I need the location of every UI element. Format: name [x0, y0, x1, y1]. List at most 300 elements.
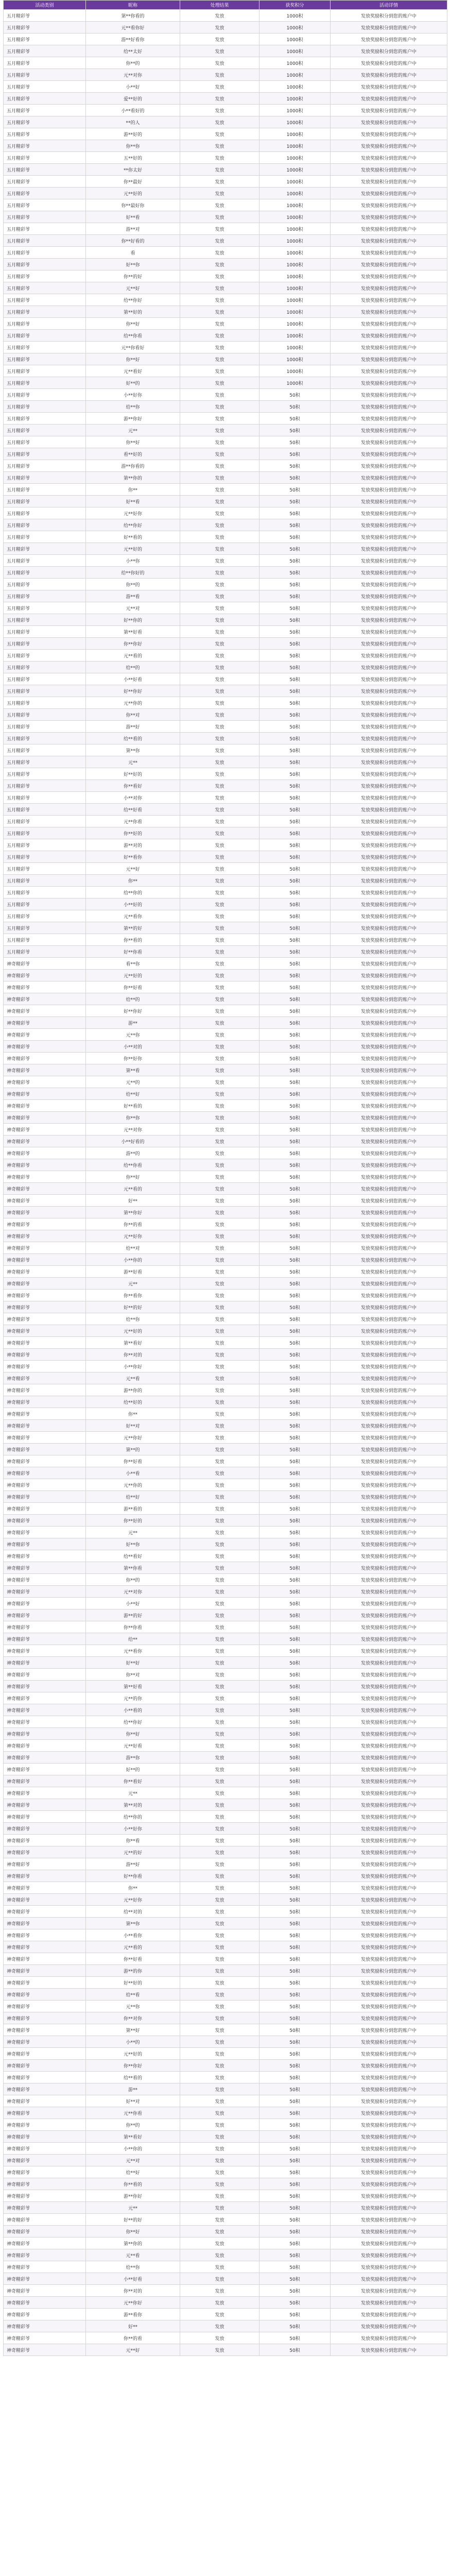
row-category: 神奇精彩爷 — [4, 1609, 86, 1621]
header-points: 获奖积分 — [259, 1, 331, 10]
row-nickname: 给**看 — [86, 1989, 180, 2001]
row-points: 50积 — [259, 2060, 331, 2072]
row-result: 发放 — [180, 1017, 259, 1029]
row-detail: 发放奖励积分到您的账户中 — [331, 899, 447, 910]
row-points: 50积 — [259, 602, 331, 614]
table-row — [4, 2273, 447, 2285]
row-points: 50积 — [259, 1053, 331, 1064]
row-category: 神奇精彩爷 — [4, 1586, 86, 1598]
row-result: 发放 — [180, 105, 259, 116]
row-result: 发放 — [180, 164, 259, 176]
row-points: 50积 — [259, 484, 331, 496]
row-points: 1000积 — [259, 306, 331, 318]
table-row — [4, 1846, 447, 1858]
row-points: 50积 — [259, 1159, 331, 1171]
row-category: 神奇精彩爷 — [4, 2095, 86, 2107]
row-nickname: 你**好的 — [86, 827, 180, 839]
table-row — [4, 128, 447, 140]
row-result: 发放 — [180, 1870, 259, 1882]
row-nickname: 游**的你 — [86, 1965, 180, 1977]
row-result: 发放 — [180, 45, 259, 57]
row-result: 发放 — [180, 330, 259, 342]
row-points: 50积 — [259, 1740, 331, 1752]
row-detail: 发放奖励积分到您的账户中 — [331, 1953, 447, 1965]
table-row — [4, 2178, 447, 2190]
row-points: 50积 — [259, 1432, 331, 1444]
row-nickname: 元**好的 — [86, 2048, 180, 2060]
row-detail: 发放奖励积分到您的账户中 — [331, 2214, 447, 2226]
table-row — [4, 1207, 447, 1218]
row-nickname: 游**看 — [86, 590, 180, 602]
row-nickname: 元**你好 — [86, 2297, 180, 2309]
row-detail: 发放奖励积分到您的账户中 — [331, 1775, 447, 1787]
table-row — [4, 1799, 447, 1811]
table-row — [4, 685, 447, 697]
row-detail: 发放奖励积分到您的账户中 — [331, 484, 447, 496]
row-category: 五月精彩爷 — [4, 294, 86, 306]
header-category: 活动类别 — [4, 1, 86, 10]
row-detail: 发放奖励积分到您的账户中 — [331, 152, 447, 164]
row-points: 50积 — [259, 567, 331, 579]
row-nickname: 看**好的 — [86, 448, 180, 460]
row-category: 五月精彩爷 — [4, 507, 86, 519]
row-points: 1000积 — [259, 259, 331, 270]
row-detail: 发放奖励积分到您的账户中 — [331, 638, 447, 650]
row-points: 50积 — [259, 1230, 331, 1242]
row-category: 五月精彩爷 — [4, 176, 86, 188]
row-category: 神奇精彩爷 — [4, 2285, 86, 2297]
row-category: 神奇精彩爷 — [4, 1088, 86, 1100]
table-row — [4, 626, 447, 638]
row-result: 发放 — [180, 685, 259, 697]
table-row — [4, 1349, 447, 1361]
row-detail: 发放奖励积分到您的账户中 — [331, 2190, 447, 2202]
row-nickname: 你**最好你 — [86, 199, 180, 211]
row-result: 发放 — [180, 638, 259, 650]
row-points: 50积 — [259, 425, 331, 436]
row-category: 神奇精彩爷 — [4, 2012, 86, 2024]
row-nickname: 你**好 — [86, 436, 180, 448]
row-points: 50积 — [259, 590, 331, 602]
row-nickname: 你**对的 — [86, 1349, 180, 1361]
row-result: 发放 — [180, 1598, 259, 1609]
row-nickname: 你**你 — [86, 1112, 180, 1124]
row-points: 50积 — [259, 1621, 331, 1633]
row-nickname: 元**好你 — [86, 1894, 180, 1906]
row-result: 发放 — [180, 211, 259, 223]
row-category: 神奇精彩爷 — [4, 1692, 86, 1704]
row-result: 发放 — [180, 448, 259, 460]
table-row — [4, 270, 447, 282]
row-nickname: 第**你好 — [86, 1207, 180, 1218]
table-row — [4, 709, 447, 721]
row-nickname: 小**好 — [86, 81, 180, 93]
row-points: 50积 — [259, 1882, 331, 1894]
row-category: 五月精彩爷 — [4, 662, 86, 673]
row-points: 50积 — [259, 685, 331, 697]
row-category: 五月精彩爷 — [4, 673, 86, 685]
row-result: 发放 — [180, 1301, 259, 1313]
table-row — [4, 2332, 447, 2344]
row-result: 发放 — [180, 792, 259, 804]
row-result: 发放 — [180, 768, 259, 780]
row-detail: 发放奖励积分到您的账户中 — [331, 270, 447, 282]
row-category: 五月精彩爷 — [4, 887, 86, 899]
row-detail: 发放奖励积分到您的账户中 — [331, 1515, 447, 1527]
row-nickname: 小**你的 — [86, 2143, 180, 2155]
row-points: 1000积 — [259, 164, 331, 176]
row-detail: 发放奖励积分到您的账户中 — [331, 377, 447, 389]
row-category: 五月精彩爷 — [4, 377, 86, 389]
row-points: 50积 — [259, 1396, 331, 1408]
row-nickname: 给**你的 — [86, 887, 180, 899]
table-row — [4, 1372, 447, 1384]
row-nickname: 你**看的 — [86, 934, 180, 946]
row-category: 神奇精彩爷 — [4, 1076, 86, 1088]
row-category: 五月精彩爷 — [4, 45, 86, 57]
row-result: 发放 — [180, 1124, 259, 1136]
row-category: 五月精彩爷 — [4, 721, 86, 733]
table-row — [4, 1989, 447, 2001]
row-detail: 发放奖励积分到您的账户中 — [331, 1728, 447, 1740]
row-result: 发放 — [180, 1432, 259, 1444]
row-nickname: 小**你好 — [86, 1361, 180, 1372]
row-category: 神奇精彩爷 — [4, 1479, 86, 1491]
table-row — [4, 1550, 447, 1562]
row-result: 发放 — [180, 875, 259, 887]
row-detail: 发放奖励积分到您的账户中 — [331, 1242, 447, 1254]
row-detail: 发放奖励积分到您的账户中 — [331, 1491, 447, 1503]
row-result: 发放 — [180, 484, 259, 496]
row-result: 发放 — [180, 2024, 259, 2036]
row-nickname: 元**看你 — [86, 910, 180, 922]
row-detail: 发放奖励积分到您的账户中 — [331, 105, 447, 116]
row-points: 50积 — [259, 981, 331, 993]
row-result: 发放 — [180, 1254, 259, 1266]
row-nickname: 第**好看 — [86, 626, 180, 638]
row-nickname: 小**好看 — [86, 2273, 180, 2285]
row-result: 发放 — [180, 1195, 259, 1207]
row-detail: 发放奖励积分到您的账户中 — [331, 673, 447, 685]
row-category: 五月精彩爷 — [4, 685, 86, 697]
row-detail: 发放奖励积分到您的账户中 — [331, 1278, 447, 1290]
row-detail: 发放奖励积分到您的账户中 — [331, 507, 447, 519]
row-nickname: 元**看你 — [86, 1645, 180, 1657]
table-row — [4, 2048, 447, 2060]
table-row — [4, 2060, 447, 2072]
table-row — [4, 223, 447, 235]
row-category: 神奇精彩爷 — [4, 1657, 86, 1669]
row-detail: 发放奖励积分到您的账户中 — [331, 140, 447, 152]
row-nickname: 看**你 — [86, 958, 180, 970]
row-result: 发放 — [180, 543, 259, 555]
row-category: 神奇精彩爷 — [4, 1290, 86, 1301]
row-category: 神奇精彩爷 — [4, 1941, 86, 1953]
row-points: 1000积 — [259, 116, 331, 128]
row-category: 五月精彩爷 — [4, 259, 86, 270]
row-result: 发放 — [180, 1361, 259, 1372]
row-detail: 发放奖励积分到您的账户中 — [331, 2095, 447, 2107]
row-nickname: 游**的好 — [86, 1609, 180, 1621]
row-nickname: 给**太好 — [86, 45, 180, 57]
row-nickname: 元**的你 — [86, 1692, 180, 1704]
table-row — [4, 472, 447, 484]
table-row — [4, 662, 447, 673]
row-result: 发放 — [180, 1088, 259, 1100]
row-category: 神奇精彩爷 — [4, 1372, 86, 1384]
row-result: 发放 — [180, 981, 259, 993]
table-row — [4, 10, 447, 22]
row-category: 神奇精彩爷 — [4, 2214, 86, 2226]
row-nickname: 给**你好 — [86, 519, 180, 531]
row-detail: 发放奖励积分到您的账户中 — [331, 365, 447, 377]
row-result: 发放 — [180, 1574, 259, 1586]
row-nickname: 元**看的 — [86, 650, 180, 662]
row-category: 五月精彩爷 — [4, 875, 86, 887]
row-points: 50积 — [259, 1372, 331, 1384]
row-category: 五月精彩爷 — [4, 709, 86, 721]
table-row — [4, 579, 447, 590]
row-detail: 发放奖励积分到您的账户中 — [331, 413, 447, 425]
row-nickname: 元** — [86, 756, 180, 768]
table-row — [4, 140, 447, 152]
row-points: 50积 — [259, 650, 331, 662]
row-points: 1000积 — [259, 377, 331, 389]
row-category: 神奇精彩爷 — [4, 2309, 86, 2320]
row-points: 50积 — [259, 1361, 331, 1372]
row-nickname: 游**看你 — [86, 2309, 180, 2320]
row-points: 50积 — [259, 1242, 331, 1254]
row-detail: 发放奖励积分到您的账户中 — [331, 2001, 447, 2012]
row-category: 五月精彩爷 — [4, 152, 86, 164]
row-nickname: 元**对 — [86, 602, 180, 614]
table-row — [4, 2036, 447, 2048]
row-detail: 发放奖励积分到您的账户中 — [331, 2024, 447, 2036]
row-points: 50积 — [259, 2012, 331, 2024]
row-category: 五月精彩爷 — [4, 188, 86, 199]
row-result: 发放 — [180, 780, 259, 792]
table-row — [4, 673, 447, 685]
row-points: 1000积 — [259, 211, 331, 223]
row-points: 50积 — [259, 946, 331, 958]
row-points: 50积 — [259, 1479, 331, 1491]
row-points: 50积 — [259, 2048, 331, 2060]
row-category: 神奇精彩爷 — [4, 1337, 86, 1349]
table-row — [4, 1396, 447, 1408]
table-row — [4, 2012, 447, 2024]
row-nickname: 你**的好 — [86, 270, 180, 282]
row-detail: 发放奖励积分到您的账户中 — [331, 2036, 447, 2048]
row-detail: 发放奖励积分到您的账户中 — [331, 10, 447, 22]
row-category: 神奇精彩爷 — [4, 1870, 86, 1882]
table-row — [4, 1041, 447, 1053]
row-points: 50积 — [259, 1586, 331, 1598]
row-detail: 发放奖励积分到您的账户中 — [331, 910, 447, 922]
row-points: 50积 — [259, 1195, 331, 1207]
row-category: 神奇精彩爷 — [4, 1171, 86, 1183]
row-points: 50积 — [259, 1989, 331, 2001]
row-category: 神奇精彩爷 — [4, 1929, 86, 1941]
table-row — [4, 413, 447, 425]
row-category: 五月精彩爷 — [4, 827, 86, 839]
row-category: 五月精彩爷 — [4, 863, 86, 875]
row-nickname: 你**看你 — [86, 1290, 180, 1301]
row-result: 发放 — [180, 1633, 259, 1645]
row-nickname: 你** — [86, 1882, 180, 1894]
row-nickname: 好**对 — [86, 1420, 180, 1432]
row-result: 发放 — [180, 2060, 259, 2072]
row-nickname: 元** — [86, 1278, 180, 1290]
table-row — [4, 887, 447, 899]
table-row — [4, 780, 447, 792]
row-category: 五月精彩爷 — [4, 81, 86, 93]
row-points: 50积 — [259, 1704, 331, 1716]
row-result: 发放 — [180, 1704, 259, 1716]
row-nickname: 好**看的 — [86, 531, 180, 543]
row-detail: 发放奖励积分到您的账户中 — [331, 1444, 447, 1455]
table-row — [4, 1633, 447, 1645]
row-detail: 发放奖励积分到您的账户中 — [331, 1432, 447, 1444]
row-detail: 发放奖励积分到您的账户中 — [331, 780, 447, 792]
row-detail: 发放奖励积分到您的账户中 — [331, 1835, 447, 1846]
row-nickname: 元**的 — [86, 1076, 180, 1088]
row-points: 50积 — [259, 1669, 331, 1681]
row-category: 五月精彩爷 — [4, 851, 86, 863]
row-category: 神奇精彩爷 — [4, 1266, 86, 1278]
row-detail: 发放奖励积分到您的账户中 — [331, 1313, 447, 1325]
row-detail: 发放奖励积分到您的账户中 — [331, 1053, 447, 1064]
row-nickname: 给**对的 — [86, 1906, 180, 1918]
row-result: 发放 — [180, 1290, 259, 1301]
row-result: 发放 — [180, 721, 259, 733]
row-nickname: 游**你好 — [86, 2190, 180, 2202]
row-nickname: 你**对你 — [86, 2012, 180, 2024]
table-row — [4, 1764, 447, 1775]
row-nickname: 游**好 — [86, 1858, 180, 1870]
table-row — [4, 1858, 447, 1870]
table-body — [4, 10, 447, 2356]
table-row — [4, 816, 447, 827]
row-points: 50积 — [259, 958, 331, 970]
row-category: 神奇精彩爷 — [4, 2155, 86, 2166]
row-result: 发放 — [180, 626, 259, 638]
row-nickname: 给**好看 — [86, 804, 180, 816]
row-category: 五月精彩爷 — [4, 164, 86, 176]
row-category: 五月精彩爷 — [4, 199, 86, 211]
row-category: 五月精彩爷 — [4, 804, 86, 816]
row-category: 神奇精彩爷 — [4, 2107, 86, 2119]
row-points: 1000积 — [259, 81, 331, 93]
row-nickname: 小**对你 — [86, 792, 180, 804]
row-category: 五月精彩爷 — [4, 614, 86, 626]
table-row — [4, 2344, 447, 2356]
row-points: 50积 — [259, 1325, 331, 1337]
row-detail: 发放奖励积分到您的账户中 — [331, 1906, 447, 1918]
row-result: 发放 — [180, 1941, 259, 1953]
row-category: 神奇精彩爷 — [4, 1147, 86, 1159]
row-category: 神奇精彩爷 — [4, 1823, 86, 1835]
row-detail: 发放奖励积分到您的账户中 — [331, 614, 447, 626]
row-category: 神奇精彩爷 — [4, 1669, 86, 1681]
row-points: 1000积 — [259, 342, 331, 353]
row-nickname: 第**你的 — [86, 472, 180, 484]
row-result: 发放 — [180, 614, 259, 626]
row-category: 五月精彩爷 — [4, 531, 86, 543]
row-points: 50积 — [259, 993, 331, 1005]
table-row — [4, 1444, 447, 1455]
row-result: 发放 — [180, 1989, 259, 2001]
row-points: 50积 — [259, 697, 331, 709]
row-nickname: 游**的 — [86, 1147, 180, 1159]
table-row — [4, 1005, 447, 1017]
row-result: 发放 — [180, 2332, 259, 2344]
row-detail: 发放奖励积分到您的账户中 — [331, 756, 447, 768]
row-result: 发放 — [180, 1716, 259, 1728]
row-nickname: 你** — [86, 875, 180, 887]
row-result: 发放 — [180, 709, 259, 721]
row-points: 50积 — [259, 413, 331, 425]
row-points: 50积 — [259, 436, 331, 448]
row-detail: 发放奖励积分到您的账户中 — [331, 1799, 447, 1811]
row-category: 五月精彩爷 — [4, 626, 86, 638]
row-nickname: 小**好看 — [86, 673, 180, 685]
row-detail: 发放奖励积分到您的账户中 — [331, 685, 447, 697]
row-result: 发放 — [180, 1444, 259, 1455]
row-category: 五月精彩爷 — [4, 93, 86, 105]
row-result: 发放 — [180, 460, 259, 472]
row-detail: 发放奖励积分到您的账户中 — [331, 472, 447, 484]
row-result: 发放 — [180, 1183, 259, 1195]
row-result: 发放 — [180, 1313, 259, 1325]
row-detail: 发放奖励积分到您的账户中 — [331, 116, 447, 128]
row-detail: 发放奖励积分到您的账户中 — [331, 1467, 447, 1479]
row-nickname: 元**你好 — [86, 1432, 180, 1444]
row-category: 神奇精彩爷 — [4, 2249, 86, 2261]
row-result: 发放 — [180, 57, 259, 69]
row-result: 发放 — [180, 199, 259, 211]
row-category: 五月精彩爷 — [4, 247, 86, 259]
table-row — [4, 2107, 447, 2119]
row-result: 发放 — [180, 993, 259, 1005]
row-nickname: 第**对的 — [86, 1799, 180, 1811]
row-category: 神奇精彩爷 — [4, 1230, 86, 1242]
row-nickname: 你**好看 — [86, 981, 180, 993]
row-category: 五月精彩爷 — [4, 270, 86, 282]
row-detail: 发放奖励积分到您的账户中 — [331, 2166, 447, 2178]
row-nickname: 你**好的 — [86, 1515, 180, 1527]
row-nickname: 你**好 — [86, 353, 180, 365]
row-category: 五月精彩爷 — [4, 697, 86, 709]
row-detail: 发放奖励积分到您的账户中 — [331, 2238, 447, 2249]
row-category: 神奇精彩爷 — [4, 2178, 86, 2190]
row-result: 发放 — [180, 152, 259, 164]
row-detail: 发放奖励积分到您的账户中 — [331, 744, 447, 756]
row-category: 神奇精彩爷 — [4, 1325, 86, 1337]
row-points: 50积 — [259, 1681, 331, 1692]
table-row — [4, 81, 447, 93]
row-detail: 发放奖励积分到您的账户中 — [331, 235, 447, 247]
row-detail: 发放奖励积分到您的账户中 — [331, 496, 447, 507]
row-points: 50积 — [259, 744, 331, 756]
row-result: 发放 — [180, 2001, 259, 2012]
row-category: 五月精彩爷 — [4, 448, 86, 460]
row-detail: 发放奖励积分到您的账户中 — [331, 1136, 447, 1147]
row-points: 50积 — [259, 1918, 331, 1929]
row-nickname: 小**好看的 — [86, 1136, 180, 1147]
row-points: 1000积 — [259, 33, 331, 45]
table-row — [4, 1775, 447, 1787]
row-points: 1000积 — [259, 365, 331, 377]
